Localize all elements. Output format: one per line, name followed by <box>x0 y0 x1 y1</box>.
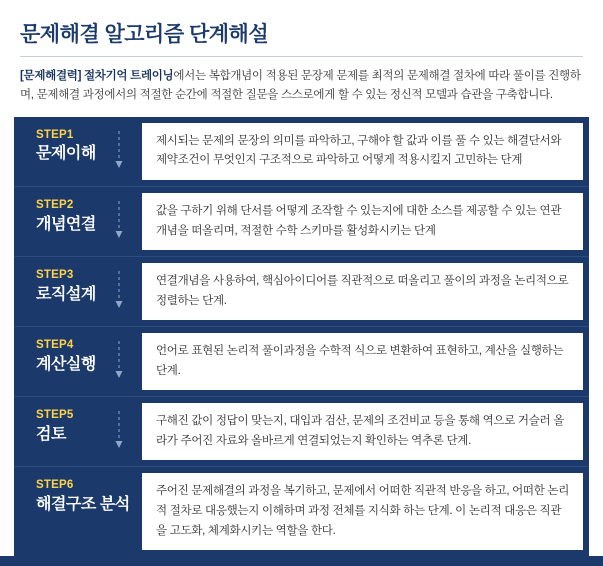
document-header <box>0 0 603 57</box>
title-divider <box>20 56 583 57</box>
step-name: 문제이해 <box>36 145 96 163</box>
step-description: 제시되는 문제의 문장의 의미를 파악하고, 구해야 할 값과 이를 풀 수 있는 해결단서와 제약조건이 무엇인지 구조적으로 파악하고 어떻게 적용시킬지 고민하는 단계 <box>156 134 562 167</box>
down-arrow-icon <box>114 201 124 243</box>
step-description: 주어진 문제해결의 과정을 복기하고, 문제에서 어떠한 직관적 반응을 하고, 어떠한 논리적 절차로 대응했는지 이해하며 과정 전체를 지식화 하는 단계. 이 논리적 대응은 직관을 고도화, 체계화시키는 역할을 한다. <box>156 485 570 537</box>
step-name: 검토 <box>36 425 66 443</box>
down-arrow-icon <box>114 271 124 313</box>
step-label-cell <box>14 467 142 556</box>
step-number: STEP3 <box>36 269 74 282</box>
step-description-cell <box>142 473 583 550</box>
page-title: 문제해결 알고리즘 단계해설 <box>20 23 269 46</box>
step-name: 계산실행 <box>36 355 96 373</box>
intro-paragraph <box>0 67 603 105</box>
step-number: STEP1 <box>36 128 74 141</box>
down-arrow-icon <box>114 131 124 173</box>
step-label-cell <box>14 187 142 256</box>
step-number: STEP4 <box>36 339 74 352</box>
step-description: 구해진 값이 정답이 맞는지, 대입과 검산, 문제의 조건비교 등을 통해 역으로 거슬러 올라가 주어진 자료와 올바르게 연결되었는지 확인하는 역추론 단계. <box>156 415 565 447</box>
footer-bar <box>0 556 603 566</box>
step-description: 언어로 표현된 논리적 풀이과정을 수학적 식으로 변환하여 표현하고, 계산을 실행하는 단계. <box>156 345 564 377</box>
step-description-cell <box>142 263 583 320</box>
steps-table <box>14 117 589 556</box>
step-description-cell <box>142 333 583 390</box>
step-row <box>14 327 589 397</box>
step-name: 해결구조 분석 <box>36 495 130 513</box>
step-row <box>14 187 589 257</box>
step-description: 값을 구하기 위해 단서를 어떻게 조작할 수 있는지에 대한 소스를 제공할 수 있는 연관개념을 떠올리며, 적절한 수학 스키마를 활성화시키는 단계 <box>156 205 562 237</box>
down-arrow-icon <box>114 341 124 383</box>
intro-lead-text: [문제해결력] 절차기억 트레이닝 <box>20 70 174 82</box>
step-name: 로직설계 <box>36 285 96 303</box>
intro-rest-text: 에서는 복합개념이 적용된 문장제 문제를 최적의 문제해결 절차에 따라 풀이를 진행하며, 문제해결 과정에서의 적절한 순간에 적절한 질문을 스스로에게 할 수 있는 정신적 모델과 습관을 구축합니다. <box>20 70 581 101</box>
step-row <box>14 397 589 467</box>
step-description-cell <box>142 193 583 250</box>
step-description-cell <box>142 403 583 460</box>
step-label-cell <box>14 397 142 466</box>
step-description-cell <box>142 123 583 180</box>
step-number: STEP6 <box>36 479 74 492</box>
down-arrow-icon <box>114 411 124 453</box>
step-label-cell <box>14 117 142 186</box>
step-description: 연결개념을 사용하여, 핵심아이디어를 직관적으로 떠올리고 풀이의 과정을 논리적으로 정렬하는 단계. <box>156 275 569 307</box>
step-number: STEP2 <box>36 199 74 212</box>
step-label-cell <box>14 327 142 396</box>
step-row <box>14 117 589 187</box>
step-name: 개념연결 <box>36 215 96 233</box>
step-number: STEP5 <box>36 409 74 422</box>
step-row <box>14 467 589 556</box>
step-row <box>14 257 589 327</box>
step-label-cell <box>14 257 142 326</box>
